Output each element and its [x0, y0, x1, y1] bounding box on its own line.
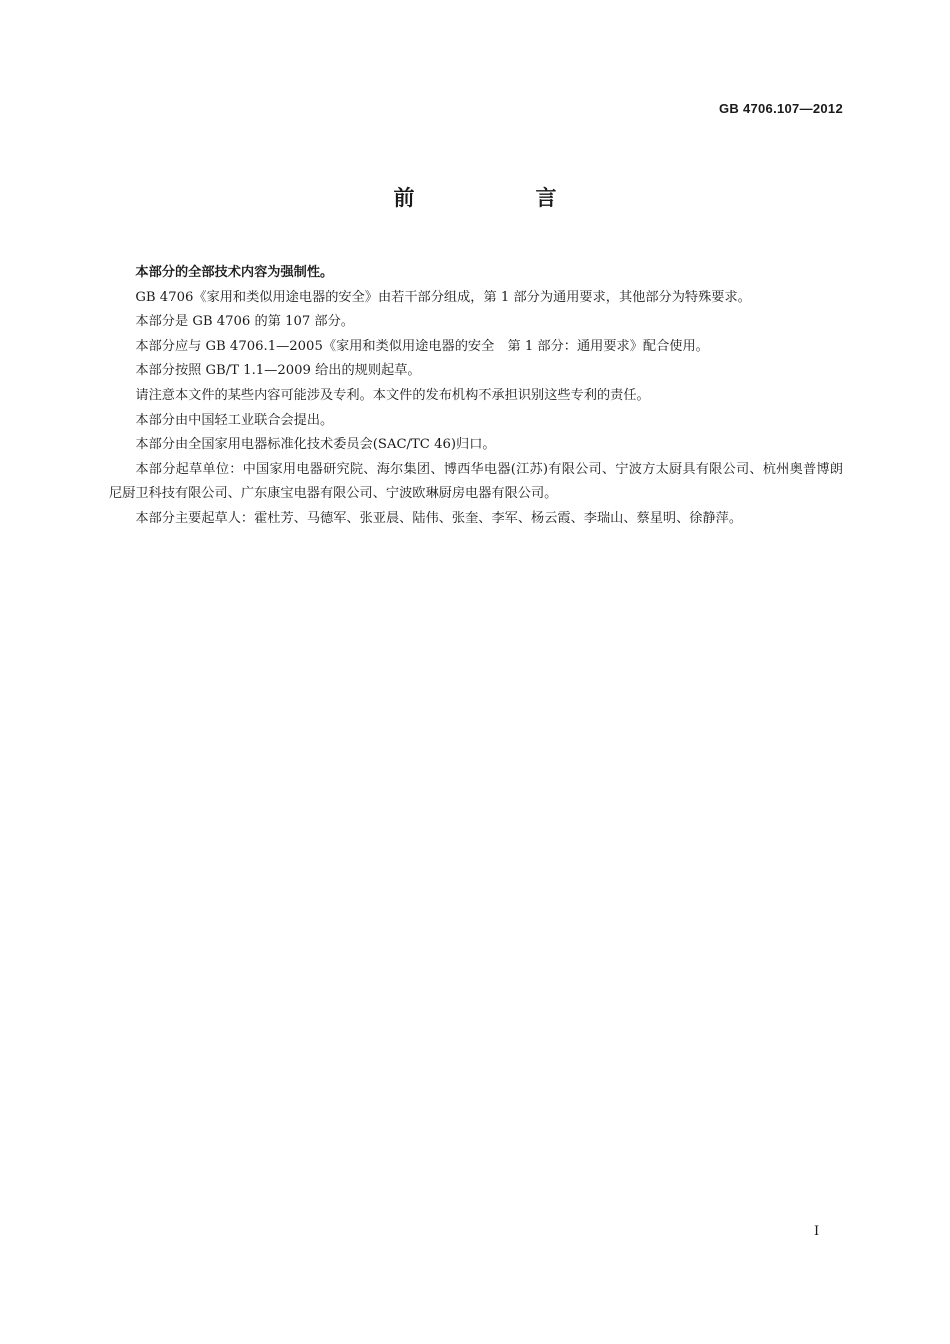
paragraph-part-number: 本部分是 GB 4706 的第 107 部分。 [135, 314, 354, 330]
foreword-body [109, 261, 843, 532]
paragraph-centralized: 本部分由全国家用电器标准化技术委员会(SAC/TC 46)归口。 [135, 437, 496, 453]
mandatory-statement: 本部分的全部技术内容为强制性。 [135, 265, 334, 280]
page-number: I [814, 1224, 820, 1239]
page-title: 前 言 [393, 186, 607, 210]
paragraph-proposer: 本部分由中国轻工业联合会提出。 [135, 412, 334, 428]
paragraph-patent-notice: 请注意本文件的某些内容可能涉及专利。本文件的发布机构不承担识别这些专利的责任。 [135, 387, 650, 403]
paragraph-usage: 本部分应与 GB 4706.1—2005《家用和类似用途电器的安全 第 1 部分：通用要求》配合使用。 [135, 338, 709, 354]
paragraph-drafters: 本部分主要起草人：霍杜芳、马德军、张亚晨、陆伟、张奎、李军、杨云霞、李瑞山、蔡星明、徐静萍。 [135, 510, 743, 526]
paragraph-drafting-units: 本部分起草单位：中国家用电器研究院、海尔集团、博西华电器(江苏)有限公司、宁波方太厨具有限公司、杭州奥普博朗尼厨卫科技有限公司、广东康宝电器有限公司、宁波欧琳厨房电器有限公司。 [109, 461, 843, 502]
paragraph-drafting-rules: 本部分按照 GB/T 1.1—2009 给出的规则起草。 [135, 363, 421, 379]
paragraph-composition: GB 4706《家用和类似用途电器的安全》由若干部分组成，第 1 部分为通用要求，其他部分为特殊要求。 [135, 289, 751, 305]
standard-code: GB 4706.107—2012 [718, 101, 843, 116]
